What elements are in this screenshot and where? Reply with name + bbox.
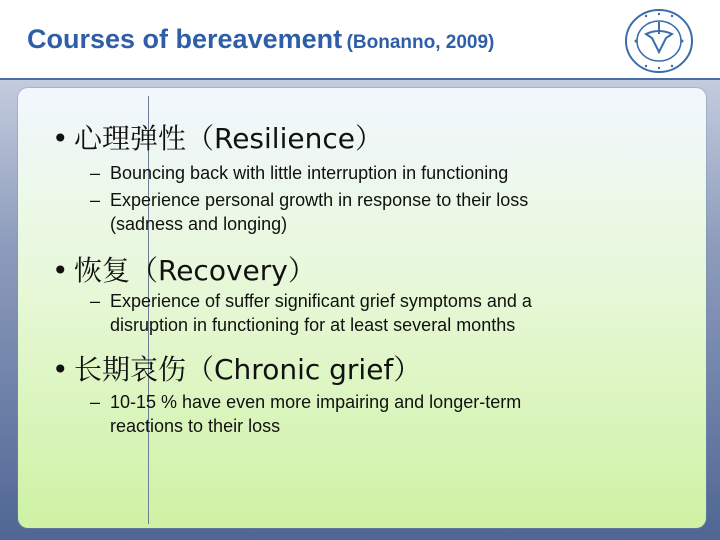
sub-marker: – bbox=[90, 163, 101, 183]
bullet-label: 长期哀伤（Chronic grief） bbox=[74, 353, 422, 386]
bullet-label: 心理弹性（Resilience） bbox=[74, 122, 383, 155]
sub-text: Bouncing back with little interruption in functioning bbox=[110, 163, 509, 183]
sub-item bbox=[90, 289, 600, 337]
sub-text: 10-15 % have even more impairing and longer-term reactions to their loss bbox=[110, 392, 522, 436]
bullet-marker: • bbox=[52, 254, 69, 287]
bullet-marker: • bbox=[52, 353, 69, 386]
sub-text: Experience personal growth in response to their loss (sadness and longing) bbox=[110, 190, 529, 234]
bullet-marker: • bbox=[52, 122, 69, 155]
sub-marker: – bbox=[90, 392, 101, 412]
sub-marker: – bbox=[90, 291, 101, 311]
bullet-resilience bbox=[52, 117, 383, 157]
slide-header bbox=[0, 0, 720, 80]
university-seal-icon bbox=[624, 8, 694, 74]
bullet-chronic-grief bbox=[52, 348, 421, 388]
sub-item bbox=[90, 161, 590, 185]
title-main: Courses of bereavement bbox=[27, 24, 343, 54]
sub-text: Experience of suffer significant grief symptoms and a disruption in functioning for at least several months bbox=[110, 291, 532, 335]
sub-item bbox=[90, 390, 590, 438]
bullet-label: 恢复（Recovery） bbox=[74, 254, 316, 287]
title-citation: (Bonanno, 2009) bbox=[346, 32, 495, 53]
slide-title bbox=[27, 24, 494, 55]
sub-item bbox=[90, 188, 590, 236]
bullet-recovery bbox=[52, 249, 316, 289]
sub-marker: – bbox=[90, 190, 101, 210]
